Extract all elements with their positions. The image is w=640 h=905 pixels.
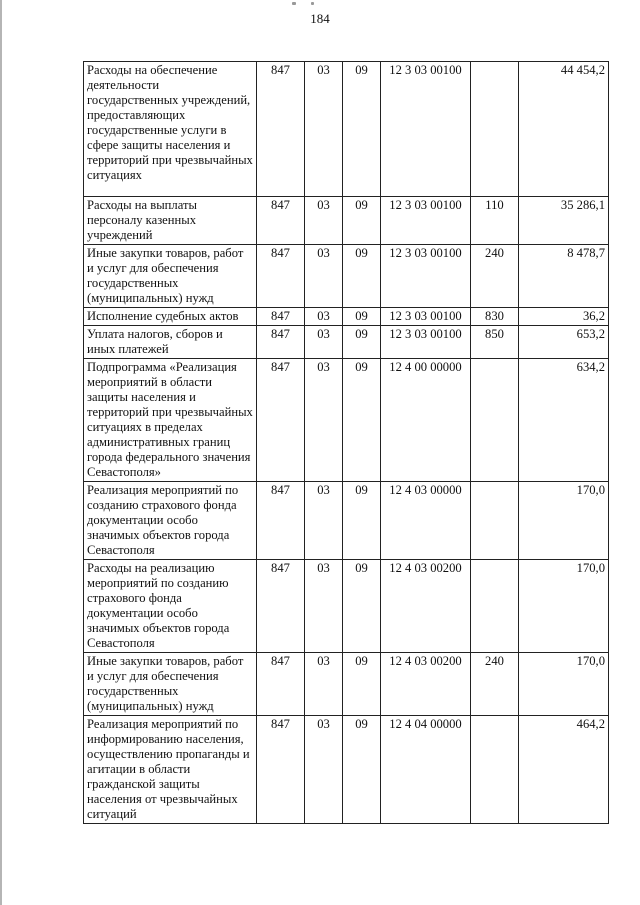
row-target-article: 12 4 03 00200 — [381, 653, 471, 716]
row-section-code: 03 — [305, 482, 343, 560]
row-amount: 464,2 — [519, 716, 609, 824]
row-section-code: 03 — [305, 716, 343, 824]
row-ministry-code: 847 — [257, 359, 305, 482]
row-section-code: 03 — [305, 326, 343, 359]
row-expense-type — [471, 560, 519, 653]
row-target-article: 12 4 04 00000 — [381, 716, 471, 824]
row-name: Подпрограмма «Реализация мероприятий в области защиты населения и территорий при чрезвычайных ситуациях в пределах административных границ города федерального значения Севастополя» — [84, 359, 257, 482]
row-section-code: 03 — [305, 62, 343, 197]
row-ministry-code: 847 — [257, 197, 305, 245]
table-row — [84, 62, 609, 197]
row-section-code: 03 — [305, 197, 343, 245]
row-name: Реализация мероприятий по созданию страхового фонда документации особо значимых объектов города Севастополя — [84, 482, 257, 560]
row-ministry-code: 847 — [257, 653, 305, 716]
row-ministry-code: 847 — [257, 716, 305, 824]
row-expense-type: 830 — [471, 308, 519, 326]
row-target-article: 12 3 03 00100 — [381, 197, 471, 245]
budget-table — [83, 61, 609, 824]
table-row — [84, 245, 609, 308]
table-row — [84, 716, 609, 824]
table-row — [84, 653, 609, 716]
row-section-code: 03 — [305, 653, 343, 716]
row-section-code: 03 — [305, 359, 343, 482]
scan-mark — [292, 2, 296, 5]
row-amount: 36,2 — [519, 308, 609, 326]
row-section-code: 03 — [305, 560, 343, 653]
table-row — [84, 482, 609, 560]
row-subsection-code: 09 — [343, 482, 381, 560]
row-amount: 170,0 — [519, 482, 609, 560]
row-amount: 35 286,1 — [519, 197, 609, 245]
row-name: Реализация мероприятий по информированию населения, осуществлению пропаганды и агитации в области гражданской защиты населения от чрезвычайных ситуаций — [84, 716, 257, 824]
row-section-code: 03 — [305, 308, 343, 326]
row-subsection-code: 09 — [343, 245, 381, 308]
row-expense-type — [471, 716, 519, 824]
row-amount: 653,2 — [519, 326, 609, 359]
row-target-article: 12 4 03 00200 — [381, 560, 471, 653]
row-name: Исполнение судебных актов — [84, 308, 257, 326]
scan-mark — [311, 2, 314, 5]
row-subsection-code: 09 — [343, 359, 381, 482]
row-expense-type — [471, 359, 519, 482]
row-ministry-code: 847 — [257, 560, 305, 653]
table-row — [84, 308, 609, 326]
row-ministry-code: 847 — [257, 482, 305, 560]
row-target-article: 12 4 03 00000 — [381, 482, 471, 560]
row-expense-type — [471, 482, 519, 560]
row-subsection-code: 09 — [343, 197, 381, 245]
row-target-article: 12 3 03 00100 — [381, 326, 471, 359]
row-ministry-code: 847 — [257, 245, 305, 308]
row-amount: 170,0 — [519, 560, 609, 653]
row-name: Расходы на обеспечение деятельности государственных учреждений, предоставляющих государственные услуги в сфере защиты населения и территорий при чрезвычайных ситуациях — [84, 62, 257, 197]
row-amount: 170,0 — [519, 653, 609, 716]
row-target-article: 12 4 00 00000 — [381, 359, 471, 482]
table-row — [84, 197, 609, 245]
row-name: Уплата налогов, сборов и иных платежей — [84, 326, 257, 359]
row-target-article: 12 3 03 00100 — [381, 62, 471, 197]
row-expense-type: 110 — [471, 197, 519, 245]
table-row — [84, 359, 609, 482]
row-amount: 634,2 — [519, 359, 609, 482]
scan-left-edge — [0, 0, 2, 905]
row-amount: 8 478,7 — [519, 245, 609, 308]
row-section-code: 03 — [305, 245, 343, 308]
row-ministry-code: 847 — [257, 326, 305, 359]
row-name: Иные закупки товаров, работ и услуг для обеспечения государственных (муниципальных) нужд — [84, 245, 257, 308]
row-name: Иные закупки товаров, работ и услуг для обеспечения государственных (муниципальных) нужд — [84, 653, 257, 716]
row-name: Расходы на реализацию мероприятий по созданию страхового фонда документации особо значимых объектов города Севастополя — [84, 560, 257, 653]
row-name: Расходы на выплаты персоналу казенных учреждений — [84, 197, 257, 245]
row-subsection-code: 09 — [343, 308, 381, 326]
row-target-article: 12 3 03 00100 — [381, 245, 471, 308]
row-subsection-code: 09 — [343, 716, 381, 824]
row-amount: 44 454,2 — [519, 62, 609, 197]
row-ministry-code: 847 — [257, 308, 305, 326]
row-target-article: 12 3 03 00100 — [381, 308, 471, 326]
row-expense-type — [471, 62, 519, 197]
row-subsection-code: 09 — [343, 560, 381, 653]
page-number: 184 — [310, 11, 330, 26]
row-ministry-code: 847 — [257, 62, 305, 197]
row-subsection-code: 09 — [343, 653, 381, 716]
row-subsection-code: 09 — [343, 62, 381, 197]
row-expense-type: 850 — [471, 326, 519, 359]
row-subsection-code: 09 — [343, 326, 381, 359]
row-expense-type: 240 — [471, 653, 519, 716]
table-row — [84, 326, 609, 359]
row-expense-type: 240 — [471, 245, 519, 308]
table-row — [84, 560, 609, 653]
